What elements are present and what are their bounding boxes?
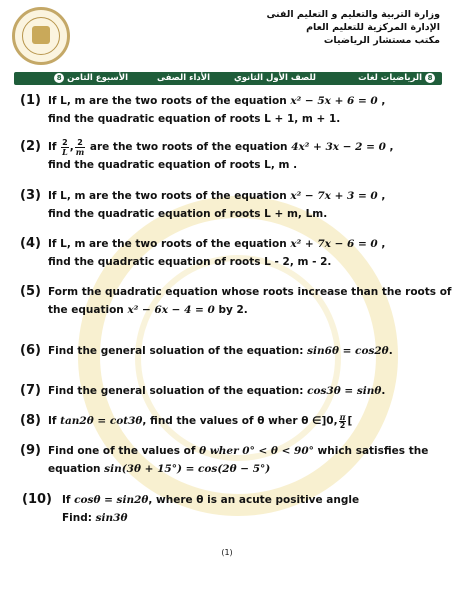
denominator: 2 [339,420,346,430]
numerator: π [339,411,346,422]
punct: . [388,345,393,357]
fraction-2-over-m [75,139,85,156]
question-text-2: , find the values of θ wher θ ∈]0, [142,415,338,427]
equation: x² − 5x + 6 = 0 [290,95,378,107]
question-line-2 [22,509,359,527]
ministry-logo [12,7,70,65]
question-text: If [48,415,61,427]
question-line-2: find the quadratic equation of roots L - 2, m - 2. [48,256,332,268]
question-number: (7) [20,383,41,398]
fraction-pi-over-2 [339,413,347,430]
banner-badge-left: 8 [54,73,64,83]
question-text-2: , where θ is an acute positive angle [148,494,360,506]
equation: sin(3θ + 15°) = cos(2θ − 5°) [104,463,271,475]
line2-pre: equation [48,463,105,475]
equation: cosθ = sin2θ [74,494,149,506]
banner-week: الأسبوع الثامن [67,73,128,83]
equation: x² − 6x − 4 = 0 [127,304,215,316]
question-text: are the two roots of the equation [86,141,292,153]
question-line-2: find the quadratic equation of roots L, m . [48,159,298,171]
ministry-line-1: وزارة التربية والتعليم و التعليم الفنى [266,9,440,20]
question-6 [20,342,393,360]
question-4 [20,235,385,271]
question-line-2 [20,301,451,319]
bracket: [ [347,415,353,427]
question-line-2: find the quadratic equation of roots L + m, Lm. [48,208,328,220]
line2-pre: the equation [48,304,128,316]
question-text: Find the general soluation of the equation: [48,385,308,397]
equation: sin6θ = cos2θ [307,345,389,357]
subject-banner [14,72,442,85]
question-8 [20,412,352,430]
question-text: Find one of the values of [48,445,200,457]
question-9 [20,442,428,478]
denominator: L [62,146,68,157]
question-text: Find the general soluation of the equation: [48,345,308,357]
line2-post: by 2. [214,304,248,316]
punct: , [377,95,386,107]
logo-emblem-icon [32,26,50,44]
question-7 [20,382,385,400]
equation: cos3θ = sinθ [307,385,382,397]
banner-badge-right: 8 [425,73,435,83]
question-number: (8) [20,413,41,428]
question-text: If [62,494,75,506]
banner-subject: الرياضيات لغات [358,73,422,83]
banner-grade: للصف الأول الثانوي [233,73,316,83]
line2-pre: Find: [62,512,96,524]
question-10 [22,491,359,527]
question-number: (10) [22,492,52,507]
punct: . [381,385,386,397]
numerator: 2 [62,137,68,147]
question-line-2: find the quadratic equation of roots L + 1, m + 1. [48,113,341,125]
equation: x² − 7x + 3 = 0 [290,190,378,202]
page-number: (1) [221,548,233,557]
banner-type: الأداء الصفى [156,73,210,83]
question-number: (1) [20,93,41,108]
question-number: (4) [20,236,41,251]
question-line-2 [20,460,428,478]
punct: , [385,141,394,153]
punct: , [377,190,386,202]
question-number: (5) [20,284,41,299]
question-3 [20,187,385,223]
equation: tan2θ = cot3θ [60,415,143,427]
question-text-2: which satisfies the [313,445,429,457]
condition: θ wher 0° < θ < 90° [199,445,314,457]
banner-week-group [51,72,128,85]
question-text: Form the quadratic equation whose roots increase than the roots of [48,286,452,298]
denominator: m [75,146,85,157]
fraction-2-over-L [61,139,69,156]
equation: sin3θ [95,512,128,524]
question-text: If L, m are the two roots of the equation [48,190,291,202]
question-number: (2) [20,139,41,154]
question-2: (2) If $\frac{2}{L}$ , $\frac{2}{m}$ are the two roots of the equation 4x² + 3x − 2 = 0 , find the quadratic equation of roots L, m . [20,138,394,174]
question-1 [20,92,385,128]
equation: x² + 7x − 6 = 0 [290,238,378,250]
question-number: (9) [20,443,41,458]
ministry-title [266,8,440,47]
question-number: (6) [20,343,41,358]
numerator: 2 [75,139,85,148]
question-text-pre: If [48,141,61,153]
punct: , [377,238,386,250]
banner-subject-group [358,72,438,85]
equation: 4x² + 3x − 2 = 0 [291,141,386,153]
ministry-line-3: مكتب مستشار الرياضيات [323,35,440,46]
header [0,0,454,72]
question-5 [20,283,451,319]
question-number: (3) [20,188,41,203]
ministry-line-2: الإدارة المركزية للتعليم العام [306,22,440,33]
question-text: If L, m are the two roots of the equation [48,238,291,250]
question-text: If L, m are the two roots of the equation [48,95,291,107]
